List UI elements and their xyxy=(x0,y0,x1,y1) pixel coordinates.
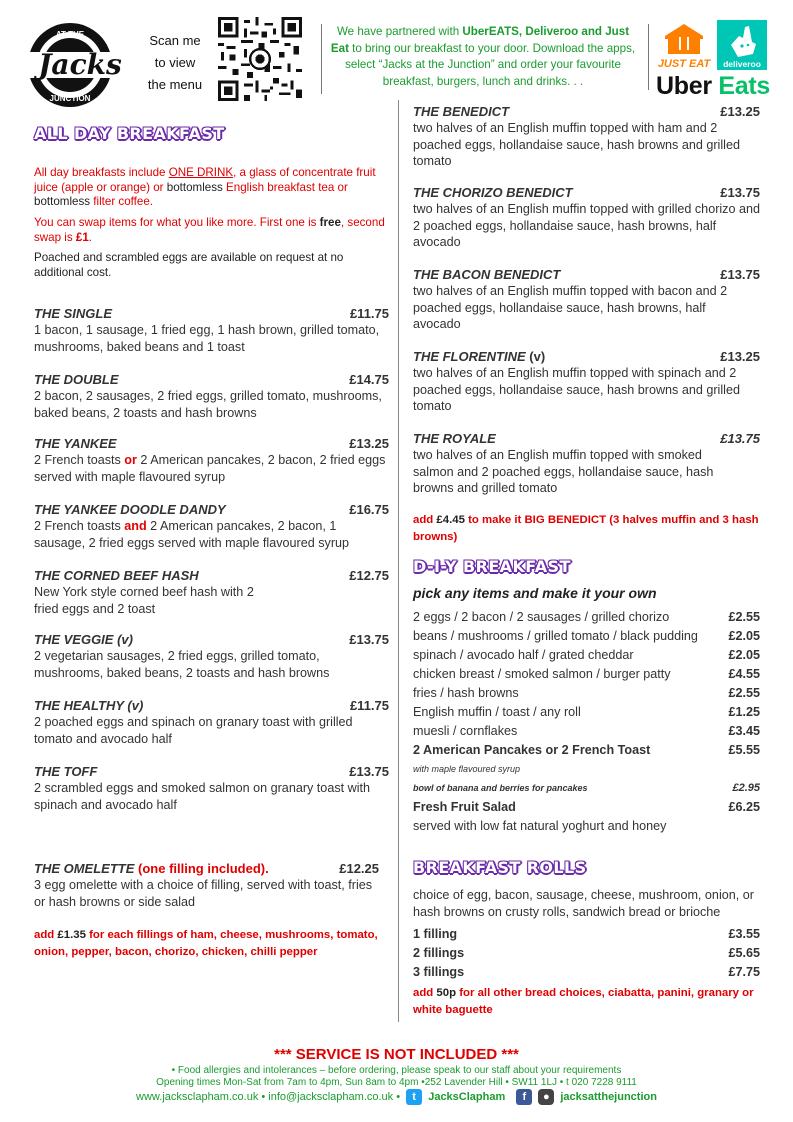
instagram-icon[interactable]: ● xyxy=(538,1089,554,1105)
diy-subtitle: pick any items and make it your own xyxy=(413,585,657,601)
list-item: fries / hash browns £2.55 xyxy=(413,686,760,700)
swap-note: You can swap items for what you like more. First one is free, second swap is £1. xyxy=(34,216,385,244)
item-price: £13.75 xyxy=(349,632,389,647)
list-note: with maple flavoured syrup xyxy=(413,764,521,774)
list-item: 2 American Pancakes or 2 French Toast £5.55 xyxy=(413,743,760,757)
menu-item xyxy=(413,266,760,333)
instagram-handle[interactable]: jacksatthejunction xyxy=(560,1090,657,1103)
item-desc: two halves of an English muffin topped with bacon and 2 poached eggs, hollandaise sauce, hash browns, half avocado xyxy=(413,284,728,331)
header-divider xyxy=(648,24,649,90)
menu-item xyxy=(34,371,389,421)
item-desc: two halves of an English muffin topped with grilled chorizo and 2 poached eggs, hollandaise sauce, hash browns, half avocado xyxy=(413,202,760,249)
list-note: served with low fat natural yoghurt and honey xyxy=(413,819,667,833)
list-item: 2 fillings £5.65 xyxy=(413,946,760,960)
diy-list xyxy=(413,608,760,836)
facebook-icon[interactable]: f xyxy=(516,1089,532,1105)
scan-line: Scan me xyxy=(149,33,201,48)
item-desc: 2 scrambled eggs and smoked salmon on granary toast with spinach and avocado half xyxy=(34,781,371,812)
scan-line: to view xyxy=(154,55,196,70)
item-desc: 2 bacon, 2 sausages, 2 fried eggs, grilled tomato, mushrooms, baked beans, 2 toasts and hash browns xyxy=(34,389,382,420)
qr-code[interactable] xyxy=(218,17,302,101)
twitter-handle[interactable]: JacksClapham xyxy=(428,1090,506,1103)
item-name: THE VEGGIE (v) xyxy=(34,632,133,647)
menu-item xyxy=(413,184,760,251)
item-name: THE YANKEE xyxy=(34,436,117,451)
item-price: £14.75 xyxy=(349,372,389,387)
just-eat-logo[interactable] xyxy=(657,20,711,70)
item-price: £13.25 xyxy=(349,436,389,451)
list-item: Fresh Fruit Salad £6.25 xyxy=(413,800,760,814)
uber-word: Uber xyxy=(656,72,712,100)
item-desc: 2 French toasts or 2 American pancakes, 2 bacon, 2 fried eggs served with maple flavoured syrup xyxy=(34,453,386,484)
item-price: £12.25 xyxy=(339,861,379,876)
item-name: THE HEALTHY (v) xyxy=(34,698,144,713)
svg-text:Jacks: Jacks xyxy=(38,48,122,81)
drink-note: All day breakfasts include ONE DRINK, a glass of concentrate fruit juice (apple or orange) or bottomless English breakfast tea or bottomless filter coffee. xyxy=(34,166,376,208)
item-desc: 2 French toasts and 2 American pancakes, 2 bacon, 1 sausage, 2 fried eggs served with maple flavoured syrup xyxy=(34,519,350,550)
item-name: THE ROYALE xyxy=(413,431,496,446)
list-item: English muffin / toast / any roll £1.25 xyxy=(413,705,760,719)
kangaroo-icon xyxy=(717,20,767,70)
item-desc: choice of egg, bacon, sausage, cheese, mushroom, onion, or hash browns on crusty rolls, sandwich bread or brioche xyxy=(413,888,754,919)
item-desc: 3 egg omelette with a choice of filling, served with toast, fries or hash browns or side salad xyxy=(34,878,373,909)
item-price: £11.75 xyxy=(349,698,389,713)
item-desc: two halves of an English muffin topped with spinach and 2 poached eggs, hollandaise sauce, hash browns and grilled tomato xyxy=(413,366,740,413)
item-name: THE TOFF xyxy=(34,764,98,779)
jacks-logo xyxy=(18,18,140,112)
allergy-notice: • Food allergies and intolerances – before ordering, please speak to our staff about your requirements xyxy=(171,1065,622,1076)
item-name: THE CORNED BEEF HASH xyxy=(34,568,199,583)
svg-text:JUNCTION: JUNCTION xyxy=(49,94,91,103)
item-name: THE OMELETTE xyxy=(34,861,135,876)
website-email[interactable]: www.jacksclapham.co.uk • info@jacksclapham.co.uk • xyxy=(136,1090,401,1103)
item-desc: New York style corned beef hash with 2 fried eggs and 2 toast xyxy=(34,585,254,616)
item-desc: 2 poached eggs and spinach on granary toast with grilled tomato and avocado half xyxy=(34,715,353,746)
deliveroo-logo[interactable] xyxy=(717,20,767,70)
menu-item xyxy=(34,501,389,551)
item-name: THE YANKEE DOODLE DANDY xyxy=(34,502,226,517)
svg-text:JUST EAT: JUST EAT xyxy=(657,58,711,70)
item-price: £13.75 xyxy=(720,185,760,200)
list-item: spinach / avocado half / grated cheddar £2.05 xyxy=(413,648,760,662)
item-name: THE CHORIZO BENEDICT xyxy=(413,185,573,200)
menu-item xyxy=(34,697,389,747)
list-item: muesli / cornflakes £3.45 xyxy=(413,724,760,738)
menu-item xyxy=(34,763,389,813)
eggs-note: Poached and scrambled eggs are available on request at no additional cost. xyxy=(34,251,344,279)
partner-notice xyxy=(327,24,639,90)
item-name: THE SINGLE xyxy=(34,306,113,321)
svg-text:deliveroo: deliveroo xyxy=(723,59,761,69)
item-price: £12.75 xyxy=(349,568,389,583)
menu-item xyxy=(34,567,389,617)
item-name: THE BENEDICT xyxy=(413,104,510,119)
uber-eats-logo[interactable] xyxy=(656,72,770,101)
all-day-breakfast-heading: ALL DAY BREAKFAST xyxy=(34,124,225,143)
menu-item xyxy=(34,305,389,355)
item-price: £13.75 xyxy=(349,764,389,779)
breakfast-rolls-heading: BREAKFAST ROLLS xyxy=(413,858,587,877)
menu-item xyxy=(34,435,389,485)
opening-times: Opening times Mon-Sat from 7am to 4pm, Sun 8am to 4pm •252 Lavender Hill • SW11 1LJ • t 020 7228 9111 xyxy=(156,1077,637,1088)
partner-text: to bring our breakfast to your door. Download the apps, select “Jacks at the Junction” and order your favourite breakfast, burgers, lunch and drinks. . . xyxy=(345,41,636,88)
item-desc: two halves of an English muffin topped with smoked salmon and 2 poached eggs, hollandaise sauce, hash browns and grilled tomato xyxy=(413,448,714,495)
bread-add-note: add 50p for all other bread choices, ciabatta, panini, granary or white baguette xyxy=(413,987,754,1016)
list-item: 3 fillings £7.75 xyxy=(413,965,760,979)
header-divider xyxy=(321,24,322,94)
menu-item xyxy=(413,103,760,170)
scan-instructions xyxy=(140,30,210,96)
menu-item xyxy=(413,430,760,497)
partner-brands: UberEATS, Deliveroo and Just Eat xyxy=(330,25,630,55)
item-desc: two halves of an English muffin topped with ham and 2 poached eggs, hollandaise sauce, hash browns and grilled tomato xyxy=(413,121,740,168)
item-price: £13.75 xyxy=(720,267,760,282)
partner-text: We have partnered with xyxy=(336,25,463,38)
veg-marker: (v) xyxy=(525,349,546,364)
menu-item xyxy=(413,348,760,415)
big-benedict-note: add £4.45 to make it BIG BENEDICT (3 halves muffin and 3 hash browns) xyxy=(413,514,759,543)
eats-word: Eats xyxy=(718,72,771,100)
item-name: THE FLORENTINE xyxy=(413,349,526,364)
item-price: £11.75 xyxy=(349,306,389,321)
item-name: THE BACON BENEDICT xyxy=(413,267,561,282)
scan-line: the menu xyxy=(147,77,203,92)
svg-text:AT THE: AT THE xyxy=(55,30,85,39)
rolls-desc xyxy=(413,887,760,920)
item-price: £13.25 xyxy=(720,104,760,119)
list-item: beans / mushrooms / grilled tomato / black pudding £2.05 xyxy=(413,629,760,643)
menu-item xyxy=(34,631,389,681)
item-desc: 2 vegetarian sausages, 2 fried eggs, grilled tomato, mushrooms, baked beans, 2 toasts and hash browns xyxy=(34,649,330,680)
omelette-add-note: add £1.35 for each fillings of ham, cheese, mushrooms, tomato, onion, pepper, bacon, chorizo, chicken, chilli pepper xyxy=(34,929,378,958)
contact-line xyxy=(0,1089,793,1105)
item-name: THE DOUBLE xyxy=(34,372,119,387)
item-desc: 1 bacon, 1 sausage, 1 fried egg, 1 hash brown, grilled tomato, mushrooms, baked beans and 1 toast xyxy=(34,323,380,354)
rolls-list xyxy=(413,925,760,982)
item-price: £16.75 xyxy=(349,502,389,517)
list-item: bowl of banana and berries for pancakes £2.95 xyxy=(413,782,760,794)
list-item: 1 filling £3.55 xyxy=(413,927,760,941)
twitter-icon[interactable]: t xyxy=(406,1089,422,1105)
diy-breakfast-heading: D-I-Y BREAKFAST xyxy=(413,557,571,576)
item-name-note: (one filling included). xyxy=(138,861,269,876)
omelette-item xyxy=(34,860,379,910)
item-price: £13.25 xyxy=(720,349,760,364)
service-notice: *** SERVICE IS NOT INCLUDED *** xyxy=(274,1046,519,1063)
list-item: chicken breast / smoked salmon / burger patty £4.55 xyxy=(413,667,760,681)
item-price: £13.75 xyxy=(720,431,760,446)
column-divider xyxy=(398,100,399,1022)
list-item: 2 eggs / 2 bacon / 2 sausages / grilled chorizo £2.55 xyxy=(413,610,760,624)
